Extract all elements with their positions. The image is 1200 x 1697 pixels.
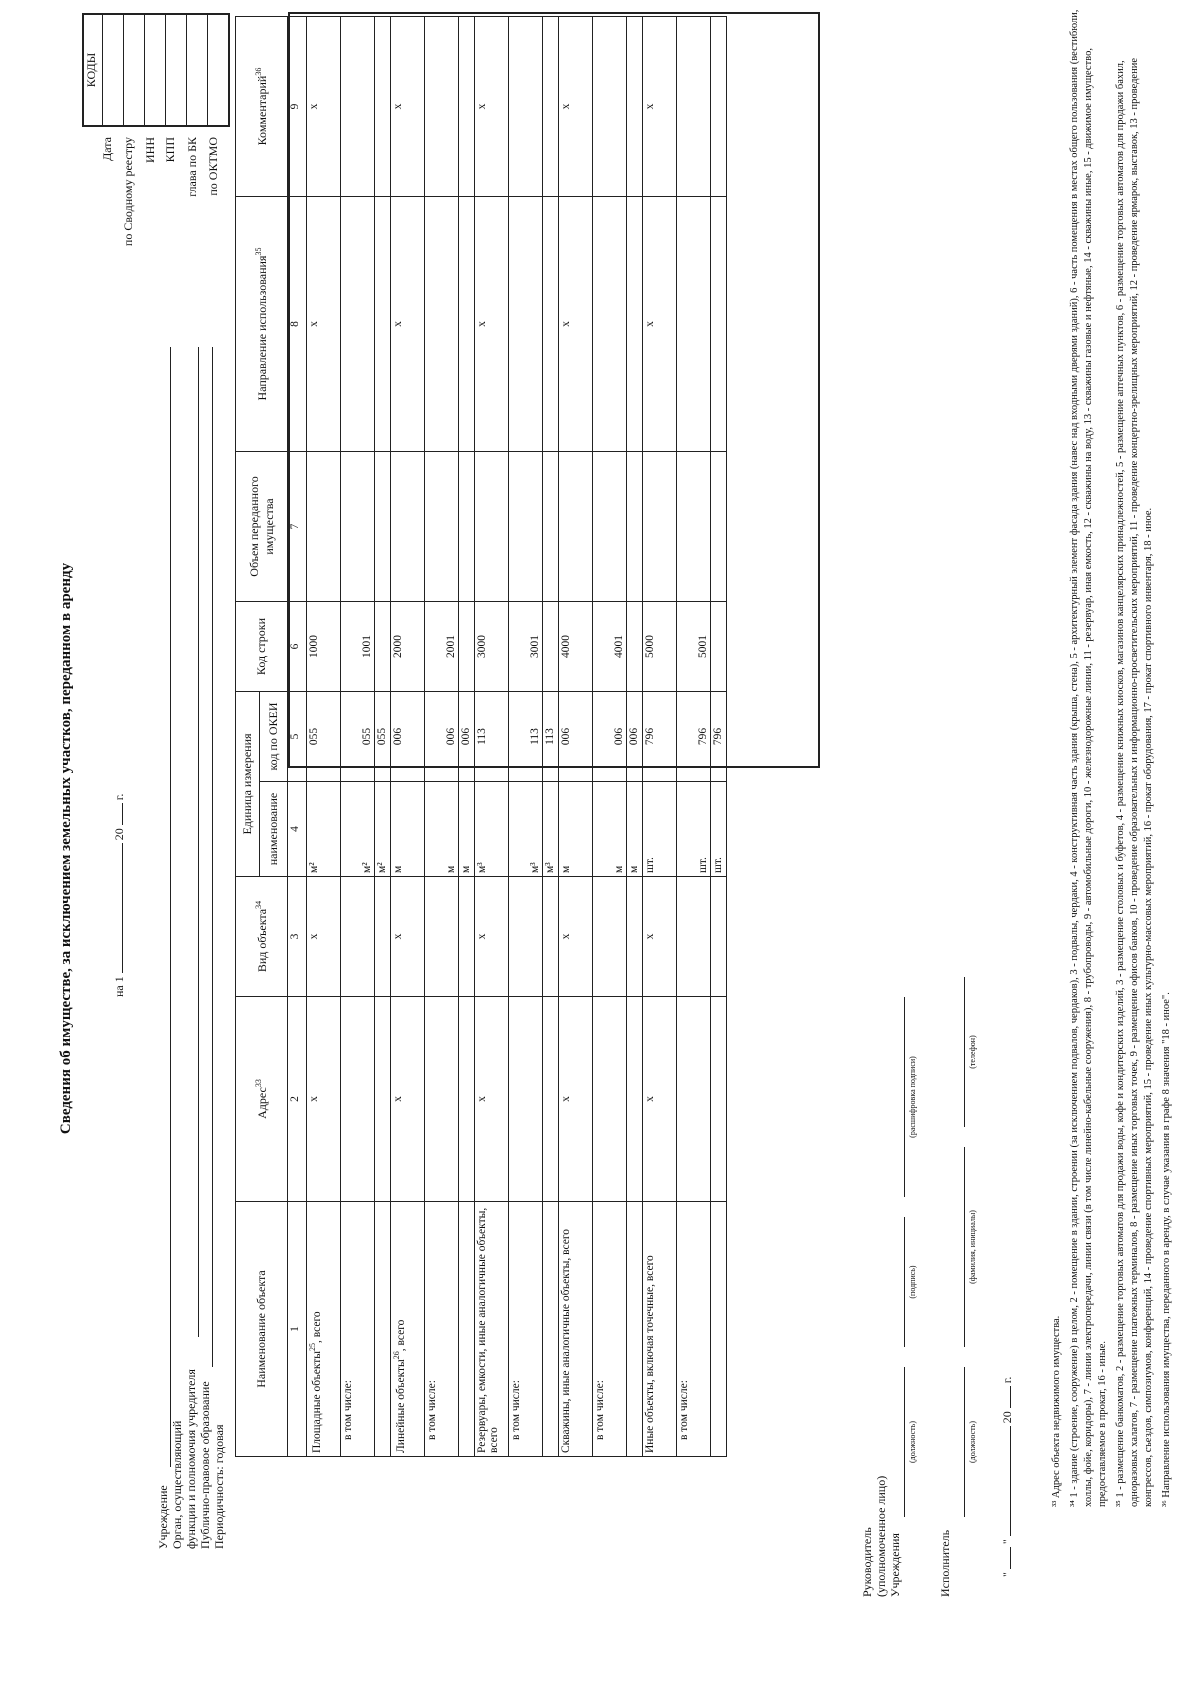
row-type-cell[interactable] bbox=[509, 877, 543, 997]
col-type-header: Вид объекта$^{34}$ bbox=[236, 877, 288, 997]
row-line-code-cell: 3000 bbox=[475, 602, 509, 692]
row-name-cell bbox=[711, 1202, 727, 1457]
row-address-cell[interactable] bbox=[543, 997, 559, 1202]
row-line-code-cell: 4000 bbox=[559, 602, 593, 692]
label-glava-bk: глава по БК bbox=[185, 137, 199, 197]
row-type-cell[interactable]: x bbox=[559, 877, 593, 997]
table-row bbox=[375, 17, 391, 1457]
row-address-cell[interactable] bbox=[593, 997, 627, 1202]
row-volume-cell[interactable] bbox=[459, 452, 475, 602]
row-line-code-cell: 4001 bbox=[593, 602, 627, 692]
col-num: 3 bbox=[288, 877, 307, 997]
row-volume-cell[interactable] bbox=[593, 452, 627, 602]
table-row bbox=[643, 17, 677, 1457]
head-decode-line[interactable] bbox=[904, 997, 905, 1197]
row-line-code-cell: 2000 bbox=[391, 602, 425, 692]
row-unit-cell: м² bbox=[375, 782, 391, 877]
row-volume-cell[interactable] bbox=[375, 452, 391, 602]
form-title: Сведения об имуществе, за исключением земельных участков, переданном в аренду bbox=[58, 562, 74, 1135]
row-direction-cell[interactable] bbox=[711, 197, 727, 452]
row-type-cell[interactable]: x bbox=[307, 877, 341, 997]
row-okei-cell: 055 bbox=[307, 692, 341, 782]
row-volume-cell[interactable] bbox=[627, 452, 643, 602]
row-line-code-cell: 5000 bbox=[643, 602, 677, 692]
exec-position-line[interactable] bbox=[964, 1367, 965, 1517]
row-name-cell bbox=[543, 1202, 559, 1457]
row-comment-cell[interactable]: x bbox=[475, 17, 509, 197]
row-name-cell bbox=[459, 1202, 475, 1457]
row-line-code-cell bbox=[543, 602, 559, 692]
row-direction-cell[interactable] bbox=[459, 197, 475, 452]
row-direction-cell[interactable]: x bbox=[559, 197, 593, 452]
col-num: 7 bbox=[288, 452, 307, 602]
row-line-code-cell bbox=[627, 602, 643, 692]
exec-phone-line[interactable] bbox=[964, 977, 965, 1127]
row-line-code-cell: 1000 bbox=[307, 602, 341, 692]
row-type-cell[interactable] bbox=[341, 877, 375, 997]
row-unit-cell: м bbox=[391, 782, 425, 877]
col-num: 4 bbox=[288, 782, 307, 877]
row-address-cell[interactable] bbox=[375, 997, 391, 1202]
row-direction-cell[interactable] bbox=[593, 197, 627, 452]
row-line-code-cell: 2001 bbox=[425, 602, 459, 692]
row-volume-cell[interactable] bbox=[543, 452, 559, 602]
row-address-cell[interactable]: x bbox=[391, 997, 425, 1202]
row-name-cell: в том числе: bbox=[341, 1202, 375, 1457]
row-direction-cell[interactable]: x bbox=[391, 197, 425, 452]
row-volume-cell[interactable] bbox=[425, 452, 459, 602]
row-okei-cell: 006 bbox=[627, 692, 643, 782]
year-field[interactable] bbox=[122, 803, 123, 825]
cap-phone: (телефон) bbox=[968, 1035, 977, 1069]
col-num: 6 bbox=[288, 602, 307, 692]
public-entity-field[interactable] bbox=[212, 347, 213, 1367]
table-row bbox=[391, 17, 425, 1457]
row-type-cell[interactable]: x bbox=[643, 877, 677, 997]
row-type-cell[interactable] bbox=[425, 877, 459, 997]
col-num: 1 bbox=[288, 1202, 307, 1457]
row-name-cell: в том числе: bbox=[509, 1202, 543, 1457]
date-year-prefix: 20 bbox=[112, 828, 126, 841]
label-organ: Орган, осуществляющий bbox=[170, 1420, 184, 1549]
row-address-cell[interactable] bbox=[627, 997, 643, 1202]
row-okei-cell: 006 bbox=[459, 692, 475, 782]
row-unit-cell: м bbox=[459, 782, 475, 877]
table-row bbox=[543, 17, 559, 1457]
property-table bbox=[235, 16, 727, 1457]
row-okei-cell: 113 bbox=[475, 692, 509, 782]
row-direction-cell[interactable]: x bbox=[643, 197, 677, 452]
code-glava-bk[interactable] bbox=[187, 15, 208, 125]
col-comment-header: Комментарий$^{36}$ bbox=[236, 17, 288, 197]
row-address-cell[interactable]: x bbox=[643, 997, 677, 1202]
head-label-1: Руководитель bbox=[860, 1527, 874, 1597]
row-line-code-cell bbox=[375, 602, 391, 692]
row-direction-cell[interactable] bbox=[341, 197, 375, 452]
row-comment-cell[interactable] bbox=[375, 17, 391, 197]
cap-fio: (фамилия, инициалы) bbox=[968, 1210, 977, 1284]
table-row bbox=[559, 17, 593, 1457]
row-address-cell[interactable] bbox=[459, 997, 475, 1202]
row-comment-cell[interactable]: x bbox=[559, 17, 593, 197]
row-direction-cell[interactable] bbox=[509, 197, 543, 452]
footnote-34: ³⁴ 1 - здание (строение, сооружение) в целом, 2 - помещение в здании, строении (за исключением подвалов, чердаков), 3 - подвалы, чердаки, 4 - конструктивная часть здания (крыша, стена), 5 - архитектурный элемент фасада здания (навес над входными дверями зданий), 6 - часть помещения в местах общего пользования (вестибюли, холлы, фойе, коридоры), 7 - линии электропередачи, линии связи (в том числе линейно-кабельные сооружения), 8 - трубопроводы, 9 - автомобильные дороги, 10 - железнодорожные линии, 11 - резервуар, иная емкость, 12 - скважины на воду, 13 - скважины газовые и нефтяные, 14 - скважины иные, 15 - движимое имущество, предоставляемое в прокат, 16 - иные. bbox=[1069, 9, 1108, 1507]
row-volume-cell[interactable] bbox=[711, 452, 727, 602]
row-type-cell[interactable] bbox=[375, 877, 391, 997]
row-comment-cell[interactable] bbox=[543, 17, 559, 197]
row-volume-cell[interactable] bbox=[391, 452, 425, 602]
table-row bbox=[627, 17, 643, 1457]
row-line-code-cell bbox=[711, 602, 727, 692]
head-label-3: Учреждения bbox=[888, 1533, 902, 1597]
sign-month-field[interactable] bbox=[1010, 1426, 1011, 1536]
row-address-cell[interactable]: x bbox=[559, 997, 593, 1202]
row-address-cell[interactable]: x bbox=[307, 997, 341, 1202]
row-address-cell[interactable] bbox=[425, 997, 459, 1202]
row-name-cell: Иные объекты, включая точечные, всего bbox=[643, 1202, 677, 1457]
cap-position: (должность) bbox=[908, 1421, 917, 1463]
sign-day-field[interactable] bbox=[1010, 1547, 1011, 1569]
row-line-code-cell bbox=[459, 602, 475, 692]
executor-label: Исполнитель bbox=[938, 1529, 952, 1597]
table-row bbox=[341, 17, 375, 1457]
row-unit-cell: шт. bbox=[677, 782, 711, 877]
column-number-row bbox=[288, 17, 307, 1457]
row-unit-cell: шт. bbox=[711, 782, 727, 877]
row-name-cell: Линейные объекты$^{26}$, всего bbox=[391, 1202, 425, 1457]
table-body bbox=[288, 17, 727, 1457]
row-unit-cell: м³ bbox=[509, 782, 543, 877]
col-unit-code-header: код по ОКЕИ bbox=[260, 692, 288, 782]
table-row bbox=[459, 17, 475, 1457]
row-okei-cell: 006 bbox=[425, 692, 459, 782]
row-line-code-cell: 1001 bbox=[341, 602, 375, 692]
label-date: Дата bbox=[100, 137, 114, 161]
label-inn: ИНН bbox=[143, 137, 157, 163]
row-name-cell bbox=[627, 1202, 643, 1457]
code-svod-reestr[interactable] bbox=[124, 15, 145, 125]
table-row bbox=[711, 17, 727, 1457]
row-address-cell[interactable]: x bbox=[475, 997, 509, 1202]
cap-position-2: (должность) bbox=[968, 1421, 977, 1463]
row-type-cell[interactable] bbox=[459, 877, 475, 997]
col-address-header: Адрес$^{33}$ bbox=[236, 997, 288, 1202]
row-direction-cell[interactable]: x bbox=[307, 197, 341, 452]
row-direction-cell[interactable] bbox=[375, 197, 391, 452]
row-unit-cell: м bbox=[425, 782, 459, 877]
row-name-cell: Площадные объекты$^{25}$, всего bbox=[307, 1202, 341, 1457]
codes-header: КОДЫ bbox=[84, 15, 103, 125]
label-public-entity: Публично-правовое образование bbox=[198, 1381, 212, 1549]
row-okei-cell: 006 bbox=[391, 692, 425, 782]
row-okei-cell: 113 bbox=[543, 692, 559, 782]
col-line-code-header: Код строки bbox=[236, 602, 288, 692]
row-name-cell bbox=[375, 1202, 391, 1457]
col-num: 2 bbox=[288, 997, 307, 1202]
row-unit-cell: м bbox=[627, 782, 643, 877]
row-okei-cell: 796 bbox=[643, 692, 677, 782]
table-row bbox=[509, 17, 543, 1457]
row-comment-cell[interactable]: x bbox=[643, 17, 677, 197]
row-volume-cell[interactable] bbox=[475, 452, 509, 602]
row-type-cell[interactable] bbox=[711, 877, 727, 997]
report-date-line bbox=[112, 794, 127, 997]
row-comment-cell[interactable] bbox=[627, 17, 643, 197]
row-type-cell[interactable]: x bbox=[391, 877, 425, 997]
code-oktmo[interactable] bbox=[208, 15, 228, 125]
row-address-cell[interactable] bbox=[711, 997, 727, 1202]
date-suffix: г. bbox=[112, 793, 126, 801]
head-position-line[interactable] bbox=[904, 1367, 905, 1517]
row-name-cell: в том числе: bbox=[593, 1202, 627, 1457]
row-unit-cell: м² bbox=[307, 782, 341, 877]
row-okei-cell: 006 bbox=[593, 692, 627, 782]
col-num: 8 bbox=[288, 197, 307, 452]
col-name-header: Наименование объекта bbox=[236, 1202, 288, 1457]
row-comment-cell[interactable]: x bbox=[391, 17, 425, 197]
row-type-cell[interactable] bbox=[543, 877, 559, 997]
table-row bbox=[307, 17, 341, 1457]
cap-decode: (расшифровка подписи) bbox=[908, 1056, 917, 1138]
row-name-cell: в том числе: bbox=[677, 1202, 711, 1457]
label-functions: функции и полномочия учредителя bbox=[184, 1369, 198, 1549]
code-inn[interactable] bbox=[145, 15, 166, 125]
table-row bbox=[425, 17, 459, 1457]
row-unit-cell: м bbox=[593, 782, 627, 877]
row-unit-cell: м³ bbox=[475, 782, 509, 877]
row-name-cell: в том числе: bbox=[425, 1202, 459, 1457]
row-comment-cell[interactable] bbox=[509, 17, 543, 197]
date-field[interactable] bbox=[122, 843, 123, 973]
col-unit-name-header: наименование bbox=[260, 782, 288, 877]
row-line-code-cell: 3001 bbox=[509, 602, 543, 692]
sign-year-field[interactable] bbox=[1010, 1386, 1011, 1408]
row-direction-cell[interactable] bbox=[627, 197, 643, 452]
label-institution: Учреждение bbox=[156, 1485, 170, 1549]
organ-field[interactable] bbox=[198, 347, 199, 1337]
row-direction-cell[interactable] bbox=[543, 197, 559, 452]
row-comment-cell[interactable] bbox=[341, 17, 375, 197]
row-address-cell[interactable] bbox=[677, 997, 711, 1202]
row-address-cell[interactable] bbox=[341, 997, 375, 1202]
row-direction-cell[interactable] bbox=[425, 197, 459, 452]
table-row bbox=[475, 17, 509, 1457]
row-name-cell: Скважины, иные аналогичные объекты, всего bbox=[559, 1202, 593, 1457]
footnote-33: ³³ Адрес объекта недвижимого имущества. bbox=[1051, 1315, 1062, 1507]
row-unit-cell: шт. bbox=[643, 782, 677, 877]
row-okei-cell: 796 bbox=[677, 692, 711, 782]
label-periodicity: Периодичность: годовая bbox=[212, 1424, 226, 1549]
col-direction-header: Направление использования$^{35}$ bbox=[236, 197, 288, 452]
table-row bbox=[677, 17, 711, 1457]
row-volume-cell[interactable] bbox=[341, 452, 375, 602]
cap-signature: (подпись) bbox=[908, 1265, 917, 1299]
row-comment-cell[interactable] bbox=[459, 17, 475, 197]
row-comment-cell[interactable] bbox=[711, 17, 727, 197]
head-signature-line[interactable] bbox=[904, 1217, 905, 1347]
date-prefix: на 1 bbox=[112, 976, 126, 997]
codes-box bbox=[82, 13, 230, 127]
row-volume-cell[interactable] bbox=[509, 452, 543, 602]
row-volume-cell[interactable] bbox=[643, 452, 677, 602]
row-address-cell[interactable] bbox=[509, 997, 543, 1202]
table-row bbox=[593, 17, 627, 1457]
row-type-cell[interactable] bbox=[627, 877, 643, 997]
exec-fio-line[interactable] bbox=[964, 1147, 965, 1347]
row-unit-cell: м bbox=[559, 782, 593, 877]
row-volume-cell[interactable] bbox=[307, 452, 341, 602]
row-type-cell[interactable] bbox=[593, 877, 627, 997]
row-unit-cell: м² bbox=[341, 782, 375, 877]
label-kpp: КПП bbox=[163, 137, 177, 163]
row-type-cell[interactable] bbox=[677, 877, 711, 997]
code-date[interactable] bbox=[103, 15, 124, 125]
head-label-2: (уполномоченное лицо) bbox=[874, 1475, 888, 1597]
row-direction-cell[interactable]: x bbox=[475, 197, 509, 452]
col-num: 9 bbox=[288, 17, 307, 197]
row-okei-cell: 055 bbox=[341, 692, 375, 782]
row-okei-cell: 055 bbox=[375, 692, 391, 782]
row-line-code-cell: 5001 bbox=[677, 602, 711, 692]
label-oktmo: по ОКТМО bbox=[206, 137, 220, 196]
row-volume-cell[interactable] bbox=[559, 452, 593, 602]
row-comment-cell[interactable] bbox=[677, 17, 711, 197]
row-unit-cell: м³ bbox=[543, 782, 559, 877]
row-direction-cell[interactable] bbox=[677, 197, 711, 452]
col-num: 5 bbox=[288, 692, 307, 782]
row-okei-cell: 113 bbox=[509, 692, 543, 782]
row-name-cell: Резервуары, емкости, иные аналогичные объекты, всего bbox=[475, 1202, 509, 1457]
row-comment-cell[interactable] bbox=[593, 17, 627, 197]
code-kpp[interactable] bbox=[166, 15, 187, 125]
sign-date: " " 20 г. bbox=[1000, 1376, 1014, 1577]
footnote-36: ³⁶ Направление использования имущества, переданного в аренду, в случае указания в графе 8 значения "18 - иное". bbox=[1161, 992, 1172, 1507]
row-comment-cell[interactable] bbox=[425, 17, 459, 197]
col-unit-group-header: Единица измерения bbox=[236, 692, 260, 877]
col-volume-header: Объем переданного имущества bbox=[236, 452, 288, 602]
footnote-35: ³⁵ 1 - размещение банкоматов, 2 - размещение торговых автоматов для продажи воды, кофе и кондитерских изделий, 3 - размещение столовых и буфетов, 4 - размещение книжных киосков, магазинов канцелярских принадлежностей, 5 - размещение аптечных пунктов, 6 - размещение торговых автоматов для продажи бахил, одноразовых халатов, 7 - размещение платежных терминалов, 8 - размещение иных торговых точек, 9 - размещение офисов банков, 10 - проведение образовательных и информационно-просветительских мероприятий, 11 - проведение концертно-зрелищных мероприятий, 12 - проведение ярмарок, выставок, 13 - проведение конгрессов, съездов, симпозиумов, конференций, 14 - проведение спортивных мероприятий, 15 - проведение иных культурно-массовых мероприятий, 16 - прокат оборудования, 17 - прокат спортивного инвентаря, 18 - иное. bbox=[1115, 58, 1154, 1507]
row-comment-cell[interactable]: x bbox=[307, 17, 341, 197]
row-okei-cell: 796 bbox=[711, 692, 727, 782]
row-volume-cell[interactable] bbox=[677, 452, 711, 602]
row-okei-cell: 006 bbox=[559, 692, 593, 782]
row-type-cell[interactable]: x bbox=[475, 877, 509, 997]
institution-field[interactable] bbox=[170, 347, 171, 1467]
label-svod-reestr: по Сводному реестру bbox=[121, 137, 135, 247]
